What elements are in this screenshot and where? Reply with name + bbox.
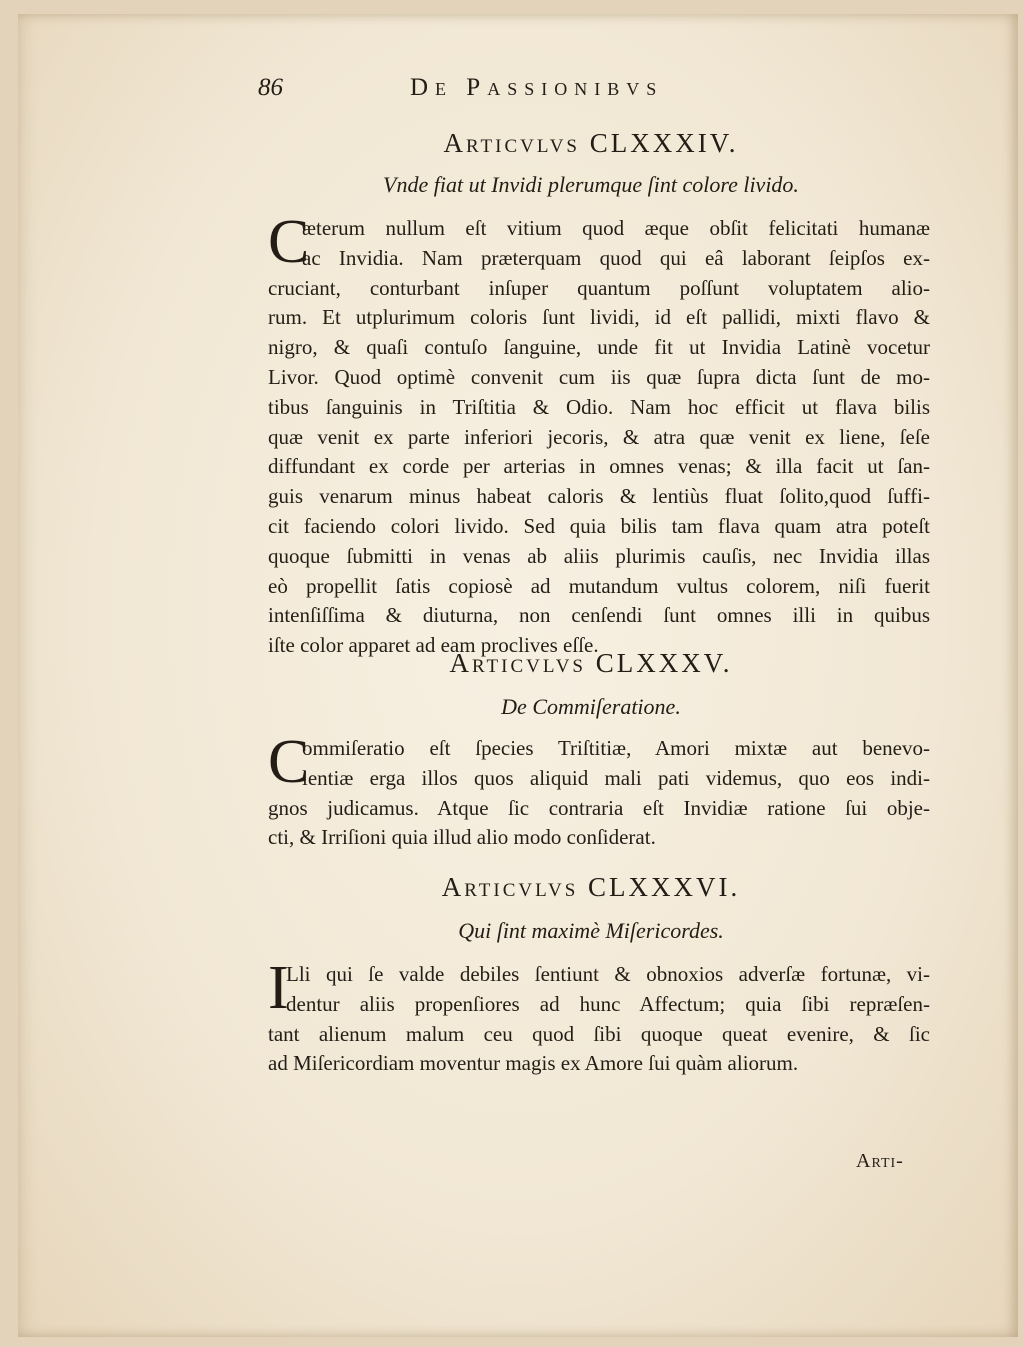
text-line: ommiſeratio eſt ſpecies Triſtitiæ, Amori mixtæ aut benevo- xyxy=(302,736,930,760)
text-line: cruciant, conturbant inſuper quantum poſſunt voluptatem alio- xyxy=(268,275,930,300)
article-body-186 xyxy=(268,954,930,1079)
page-number: 86 xyxy=(258,74,283,101)
article-body-184 xyxy=(268,208,930,661)
text-line: Livor. Quod optimè convenit cum iis quæ ſupra dicta ſunt de mo- xyxy=(268,364,930,389)
text-line: gnos judicamus. Atque ſic contraria eſt Invidiæ ratione ſui obje- xyxy=(268,795,930,820)
text-line: lentiæ erga illos quos aliquid mali pati videmus, quo eos indi- xyxy=(302,765,930,790)
text-line: cti, & Irriſioni quia illud alio modo conſiderat. xyxy=(268,825,656,850)
text-line: tant alienum malum ceu quod ſibi quoque queat evenire, & ſic xyxy=(268,1021,930,1046)
drop-cap-185: C xyxy=(268,728,310,796)
article-subtitle-186: Qui ſint maximè Miſericordes. xyxy=(458,918,724,943)
text-line: ad Miſericordiam moventur magis ex Amore ſui quàm aliorum. xyxy=(268,1051,799,1076)
article-subtitle-185: De Commiſeratione. xyxy=(501,694,681,719)
text-line: quoque ſubmitti in venas ab aliis plurimis cauſis, nec Invidia illas xyxy=(268,543,930,568)
running-title: De Passionibvs xyxy=(410,74,664,101)
article-body-185 xyxy=(268,728,930,853)
text-line: iſte color apparet ad eam proclives eſſe. xyxy=(268,633,599,658)
text-line: guis venarum minus habeat caloris & lentiùs fluat ſolito,quod ſuffi- xyxy=(268,484,930,509)
article-heading-184: Articvlvs CLXXXIV. xyxy=(443,128,739,158)
text-line: nigro, & quaſi contuſo ſanguine, unde fit ut Invidia Latinè vocetur xyxy=(268,335,930,360)
text-line: Lli qui ſe valde debiles ſentiunt & obnoxios adverſæ fortunæ, vi- xyxy=(286,962,930,986)
text-line: dentur aliis propenſiores ad hunc Affectum; quia ſibi repræſen- xyxy=(286,991,930,1016)
text-line: rum. Et utplurimum coloris ſunt lividi, id eſt pallidi, mixti flavo & xyxy=(268,305,930,330)
text-line: tibus ſanguinis in Triſtitia & Odio. Nam hoc efficit ut flava bilis xyxy=(268,394,930,419)
text-line: eò propellit ſatis copiosè ad mutandum vultus colorem, niſi fuerit xyxy=(268,573,930,598)
text-line: intenſiſſima & diuturna, non cenſendi ſunt omnes illi in quibus xyxy=(268,603,930,628)
text-line: ac Invidia. Nam præterquam quod qui eâ laborant ſeipſos ex- xyxy=(302,245,930,270)
text-line: æterum nullum eſt vitium quod æque obſit felicitati humanæ xyxy=(302,216,930,240)
drop-cap-184: C xyxy=(268,208,310,276)
drop-cap-186: I xyxy=(268,954,289,1022)
text-line: cit faciendo colori livido. Sed quia bilis tam flava quam atra poteſt xyxy=(268,513,930,538)
catchword: Arti- xyxy=(856,1150,904,1172)
text-line: quæ venit ex parte inferiori jecoris, & atra quæ venit ex liene, ſeſe xyxy=(268,424,930,449)
article-heading-186: Articvlvs CLXXXVI. xyxy=(441,872,741,902)
article-heading-185: Articvlvs CLXXXV. xyxy=(449,648,733,678)
article-subtitle-184: Vnde fiat ut Invidi plerumque ſint colore livido. xyxy=(383,172,799,197)
text-line: diffundant ex corde per arterias in omnes venas; & illa facit ut ſan- xyxy=(268,454,930,479)
